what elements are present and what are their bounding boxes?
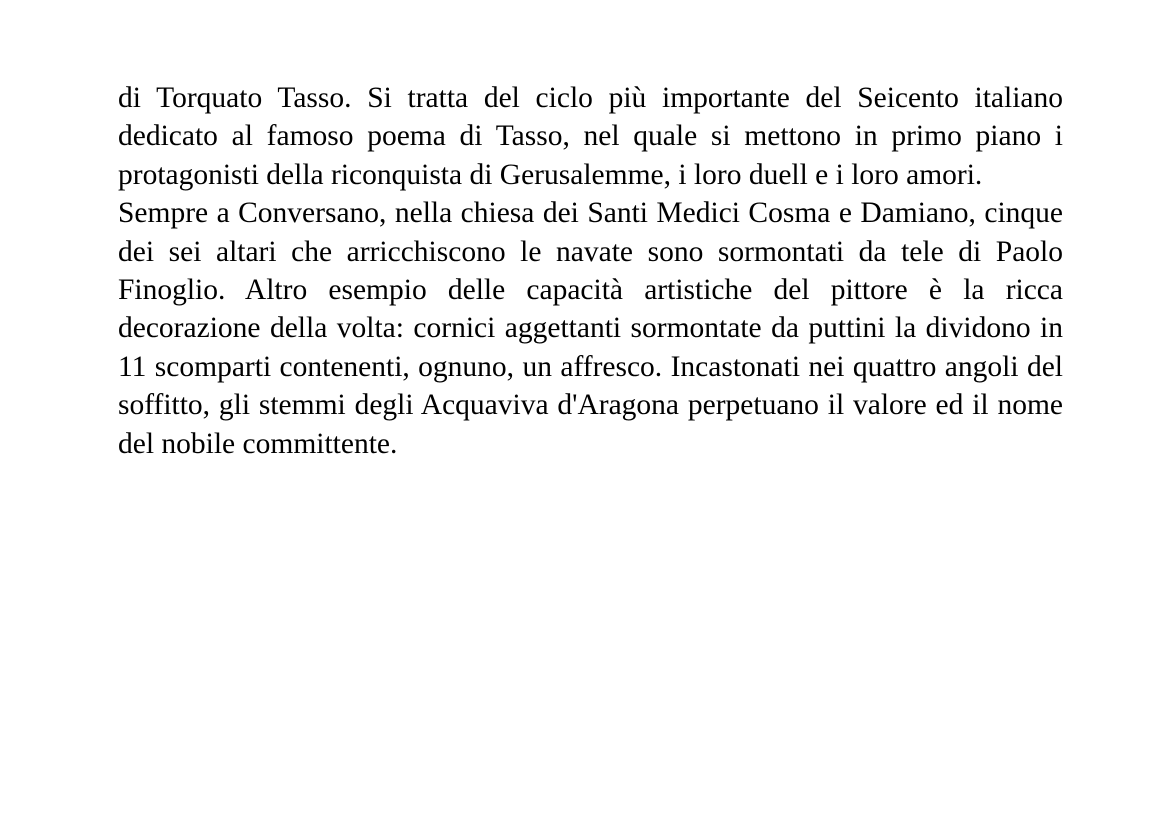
body-text bbox=[118, 79, 1063, 463]
paragraph-conversano-church: Sempre a Conversano, nella chiesa dei Santi Medici Cosma e Damiano, cinque dei sei altari che arricchiscono le navate sono sormontati da tele di Paolo Finoglio. Altro esempio delle capacità artistiche del pittore è la ricca decorazione della volta: cornici aggettanti sormontate da puttini la dividono in 11 scomparti contenenti, ognuno, un affresco. Incastonati nei quattro angoli del soffitto, gli stemmi degli Acquaviva d'Aragona perpetuano il valore ed il nome del nobile committente. bbox=[118, 197, 1063, 460]
paragraph-tasso-cycle: di Torquato Tasso. Si tratta del ciclo più importante del Seicento italiano dedicato al famoso poema di Tasso, nel quale si mettono in primo piano i protagonisti della riconquista di Gerusalemme, i loro duell e i loro amori. bbox=[118, 82, 1063, 191]
